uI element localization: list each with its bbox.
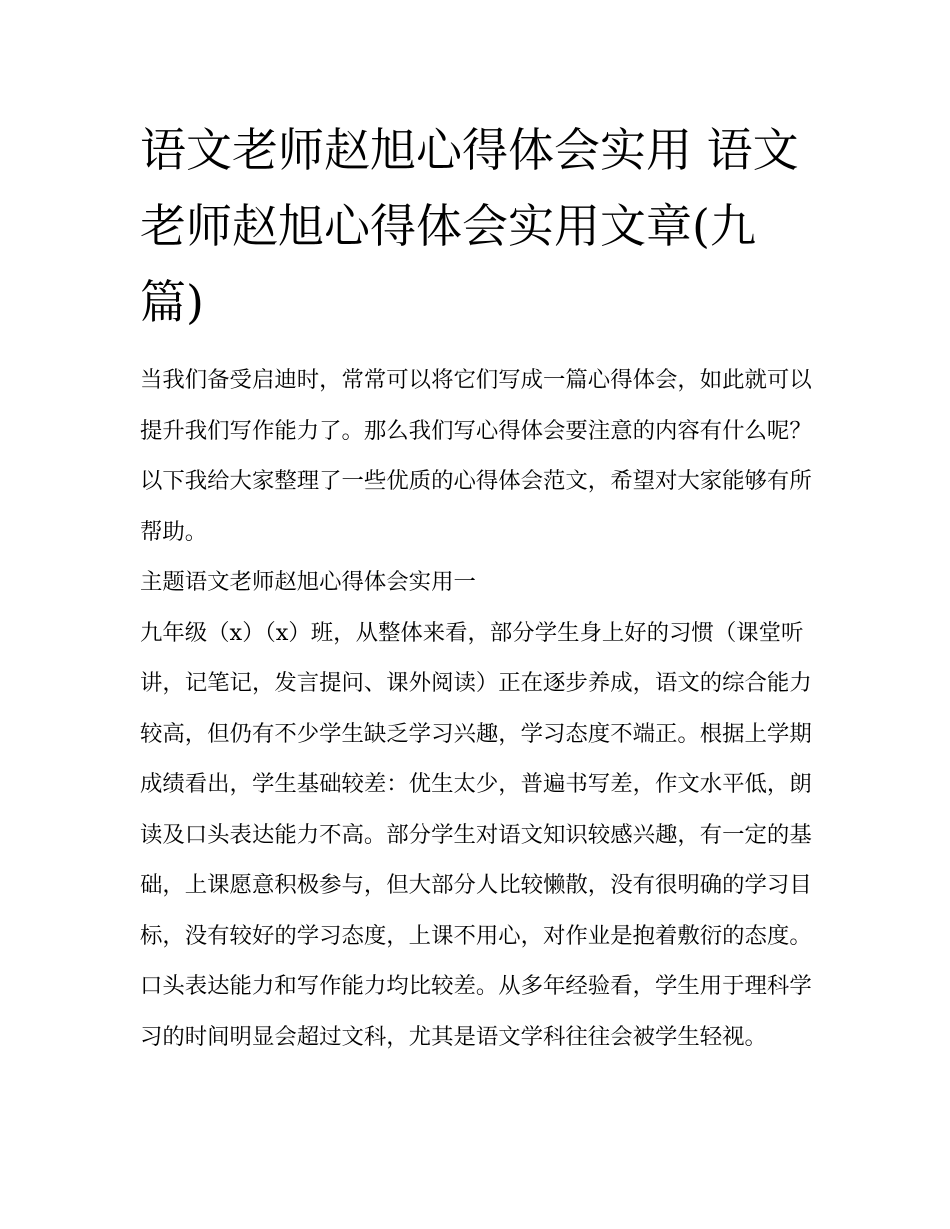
section-heading: 主题语文老师赵旭心得体会实用一 bbox=[140, 569, 476, 595]
document-content bbox=[140, 112, 812, 1062]
document-title: 语文老师赵旭心得体会实用 语文老师赵旭心得体会实用文章(九篇) bbox=[140, 123, 799, 329]
body-paragraph: 九年级（x）（x）班，从整体来看，部分学生身上好的习惯（课堂听讲，记笔记，发言提问、课外阅读）正在逐步养成，语文的综合能力较高，但仍有不少学生缺乏学习兴趣，学习态度不端正。根据上学期成绩看出，学生基础较差：优生太少，普遍书写差，作文水平低，朗读及口头表达能力不高。部分学生对语文知识较感兴趣，有一定的基础，上课愿意积极参与，但大部分人比较懒散，没有很明确的学习目标，没有较好的学习态度，上课不用心，对作业是抱着敷衍的态度。口头表达能力和写作能力均比较差。从多年经验看，学生用于理科学习的时间明显会超过文科，尤其是语文学科往往会被学生轻视。 bbox=[140, 619, 812, 1050]
intro-paragraph: 当我们备受启迪时，常常可以将它们写成一篇心得体会，如此就可以提升我们写作能力了。那么我们写心得体会要注意的内容有什么呢？以下我给大家整理了一些优质的心得体会范文，希望对大家能够有所帮助。 bbox=[140, 367, 812, 545]
